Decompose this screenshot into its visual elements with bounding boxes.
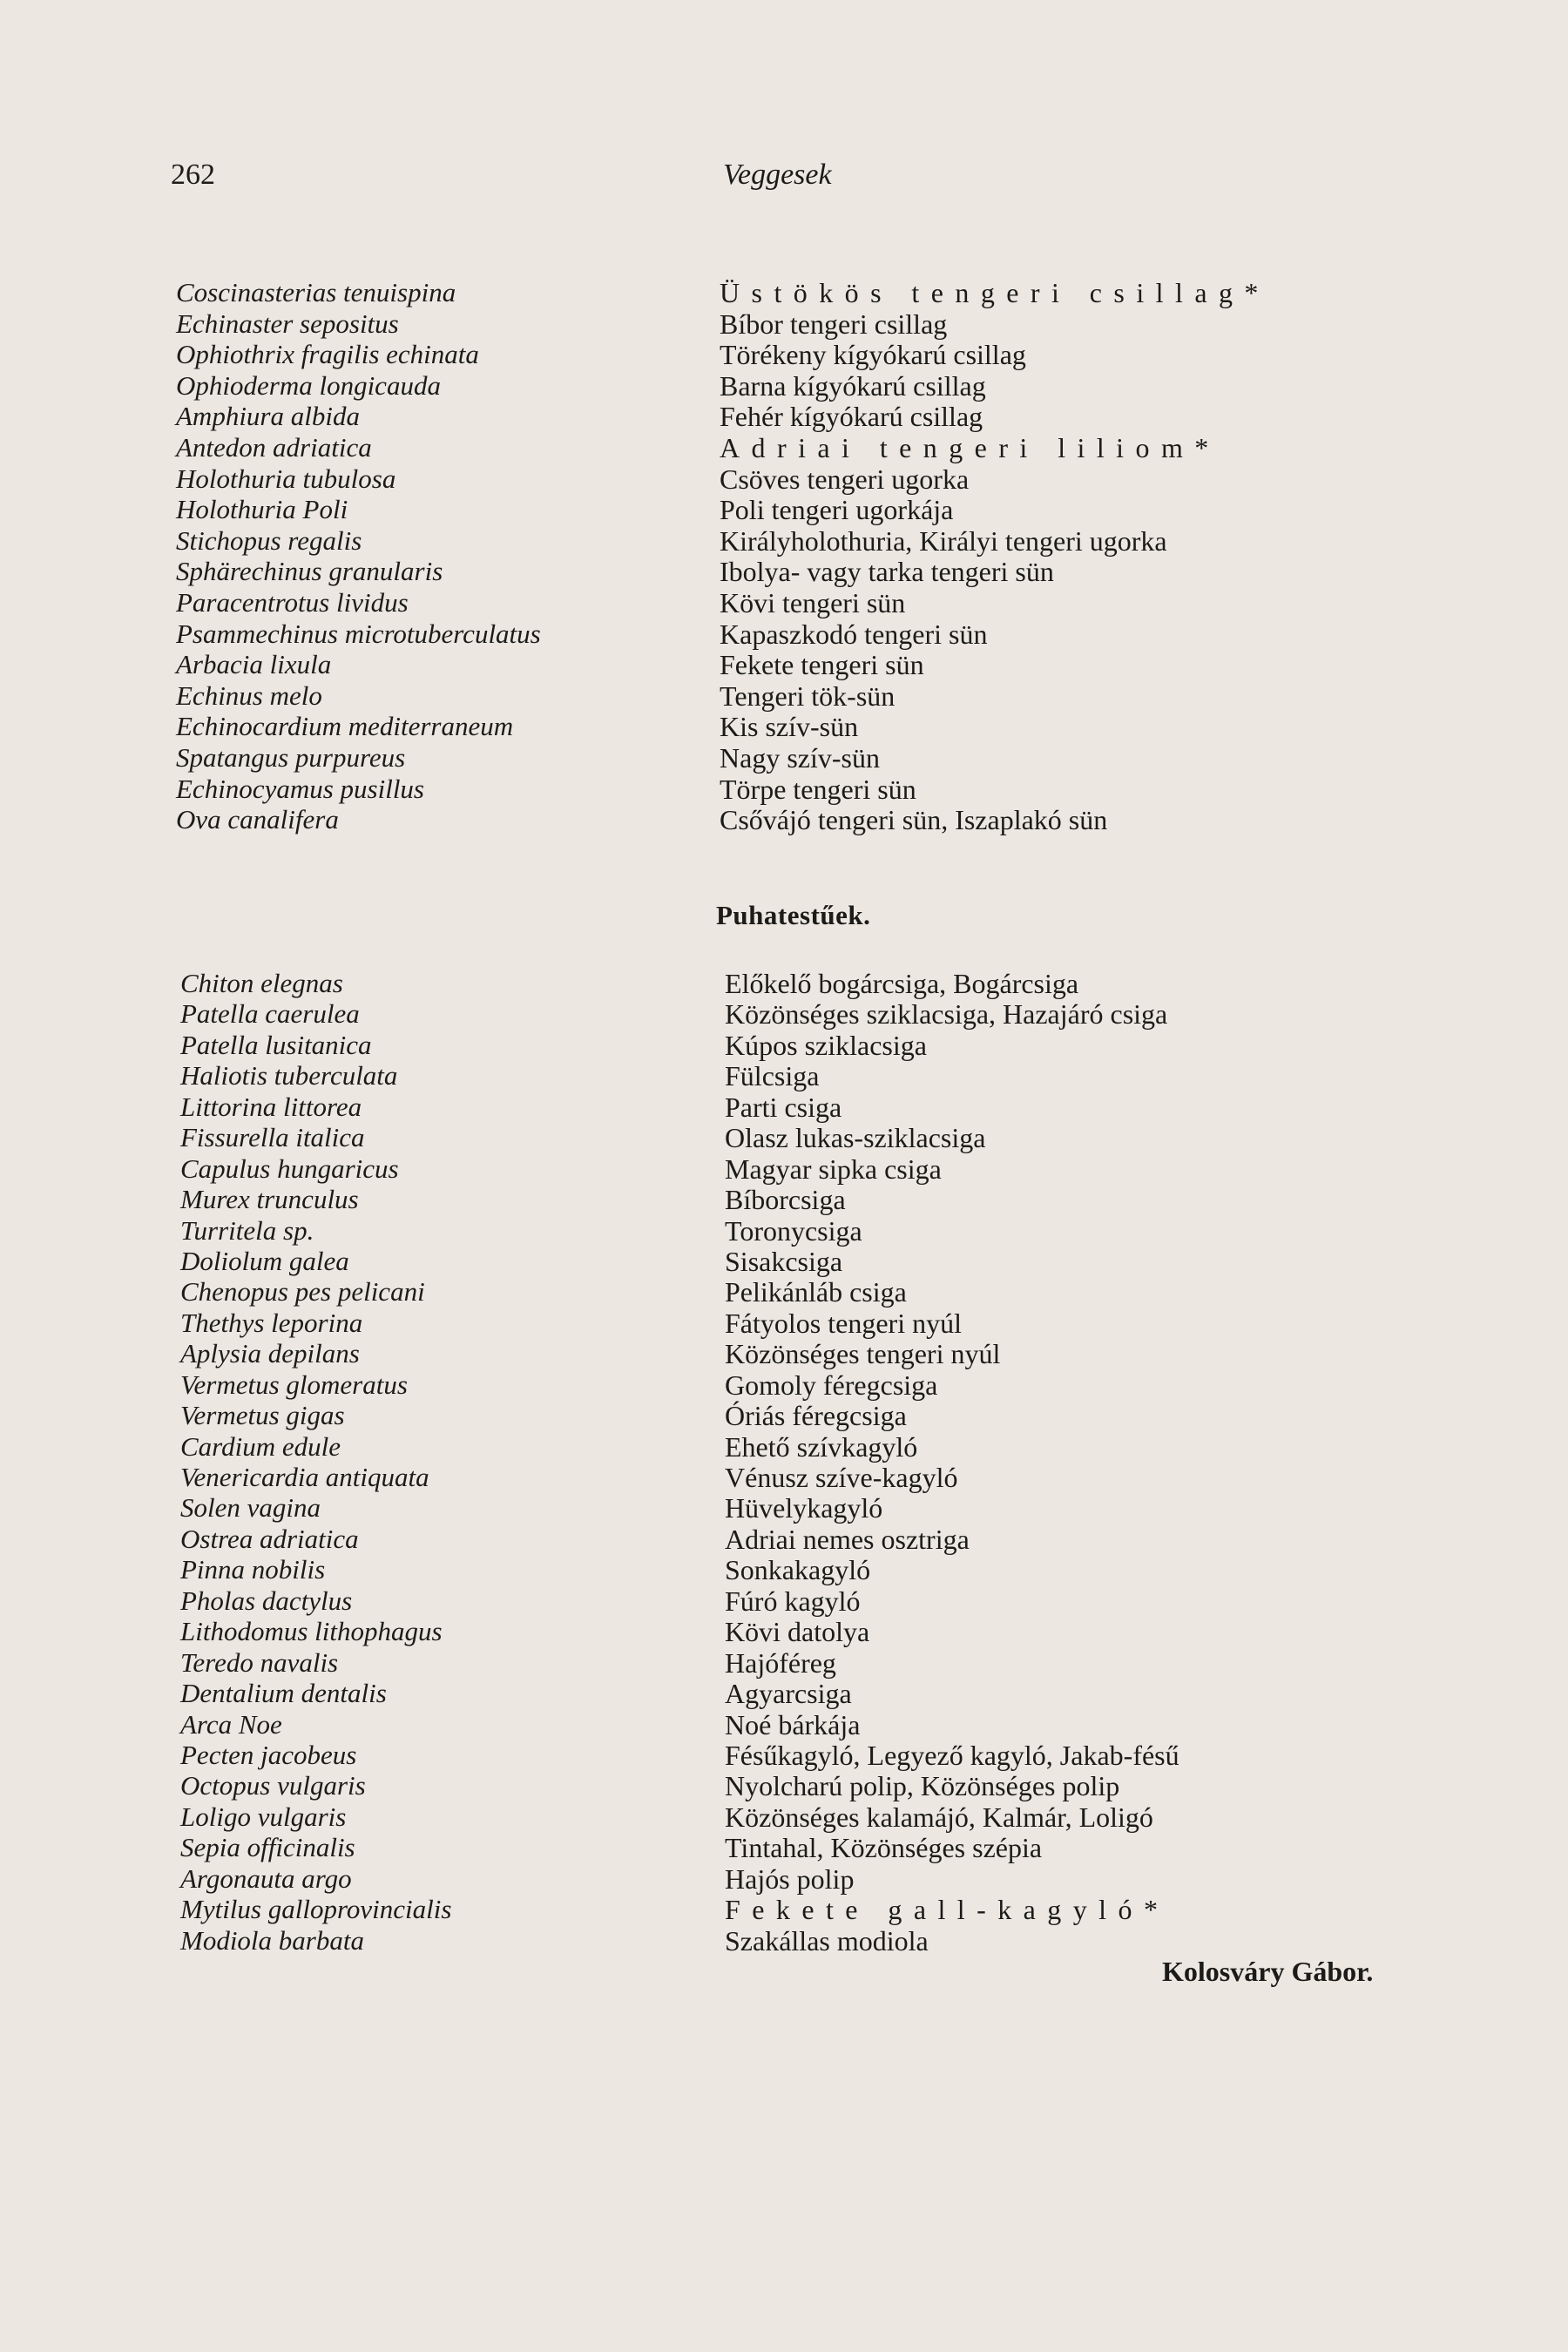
latin-name: Solen vagina <box>180 1492 321 1524</box>
latin-name: Cardium edule <box>180 1430 341 1462</box>
species-row <box>0 339 1568 370</box>
species-row <box>0 680 1568 712</box>
hungarian-name: Csöves tengeri ugorka <box>720 463 970 495</box>
latin-name: Arca Noe <box>180 1708 282 1740</box>
latin-name: Chiton elegnas <box>180 968 343 998</box>
species-row <box>0 1524 1568 1554</box>
latin-name: Echinaster sepositus <box>176 308 399 339</box>
latin-name: Doliolum galea <box>180 1245 349 1276</box>
species-row <box>0 1060 1568 1091</box>
species-row <box>0 1308 1568 1338</box>
hungarian-name: Fátyolos tengeri nyúl <box>725 1307 962 1339</box>
hungarian-name: Nagy szív-sün <box>720 741 880 774</box>
species-row <box>0 968 1568 998</box>
species-row <box>0 463 1568 495</box>
hungarian-name: Toronycsiga <box>725 1214 862 1247</box>
latin-name: Octopus vulgaris <box>180 1770 366 1801</box>
hungarian-name: Ehető szívkagyló <box>725 1430 918 1463</box>
hungarian-name: Királyholothuria, Királyi tengeri ugorka <box>720 524 1167 557</box>
hungarian-name: Bíbor tengeri csillag <box>720 308 948 340</box>
latin-name: Stichopus regalis <box>176 524 362 556</box>
species-row <box>0 1585 1568 1616</box>
hungarian-name: Parti csiga <box>725 1091 842 1123</box>
hungarian-name: Fülcsiga <box>725 1060 820 1092</box>
species-row <box>0 1925 1568 1956</box>
latin-name: Echinocyamus pusillus <box>176 773 424 804</box>
hungarian-name: Törpe tengeri sün <box>720 773 916 805</box>
hungarian-name: Fekete tengeri sün <box>720 649 924 681</box>
hungarian-name: Pelikánláb csiga <box>725 1276 907 1308</box>
latin-name: Antedon adriatica <box>176 431 372 463</box>
latin-name: Ophiothrix fragilis echinata <box>176 339 479 370</box>
latin-name: Argonauta argo <box>180 1862 352 1894</box>
latin-name: Thethys leporina <box>180 1307 363 1338</box>
hungarian-name: Előkelő bogárcsiga, Bogárcsiga <box>725 968 1079 999</box>
latin-name: Arbacia lixula <box>176 649 332 680</box>
author-signature: Kolosváry Gábor. <box>1162 1956 1374 1987</box>
latin-name: Modiola barbata <box>180 1924 364 1956</box>
hungarian-name: Fehér kígyókarú csillag <box>720 401 983 433</box>
latin-name: Psammechinus microtuberculatus <box>176 618 541 649</box>
section-heading <box>0 900 1568 935</box>
hungarian-name: Közönséges tengeri nyúl <box>725 1338 1001 1370</box>
latin-name: Capulus hungaricus <box>180 1152 399 1184</box>
hungarian-name: Sisakcsiga <box>725 1245 843 1277</box>
species-row <box>0 1832 1568 1862</box>
latin-name: Pholas dactylus <box>180 1585 353 1616</box>
latin-name: Holothuria tubulosa <box>176 463 396 494</box>
hungarian-name: Fúró kagyló <box>725 1585 861 1617</box>
species-row <box>0 1801 1568 1832</box>
hungarian-name: Fekete gall-kagyló* <box>725 1894 1170 1926</box>
hungarian-name: Agyarcsiga <box>725 1678 852 1710</box>
latin-name: Coscinasterias tenuispina <box>176 277 456 308</box>
latin-name: Ostrea adriatica <box>180 1523 359 1554</box>
hungarian-name: Csővájó tengeri sün, Iszaplakó sün <box>720 804 1108 836</box>
latin-name: Echinus melo <box>176 679 322 711</box>
species-row <box>0 1338 1568 1369</box>
latin-name: Venericardia antiquata <box>180 1462 429 1492</box>
latin-name: Murex trunculus <box>180 1184 359 1215</box>
species-row <box>0 1863 1568 1894</box>
species-row <box>0 1030 1568 1060</box>
species-row <box>0 774 1568 805</box>
latin-name: Sepia officinalis <box>180 1832 355 1863</box>
species-row <box>0 1709 1568 1740</box>
hungarian-name: Üstökös tengeri csillag* <box>720 277 1270 308</box>
hungarian-name: Poli tengeri ugorkája <box>720 494 954 526</box>
species-row <box>0 711 1568 742</box>
hungarian-name: Bíborcsiga <box>725 1184 846 1216</box>
hungarian-name: Közönséges kalamájó, Kalmár, Loligó <box>725 1801 1153 1833</box>
page-number: 262 <box>171 159 215 191</box>
species-row <box>0 1647 1568 1678</box>
species-row <box>0 649 1568 680</box>
latin-name: Pinna nobilis <box>180 1554 326 1585</box>
latin-name: Vermetus glomeratus <box>180 1369 408 1400</box>
species-row <box>0 1462 1568 1492</box>
latin-name: Littorina littorea <box>180 1091 362 1122</box>
species-row <box>0 1122 1568 1152</box>
species-row <box>0 1215 1568 1246</box>
species-row <box>0 1616 1568 1646</box>
latin-name: Patella lusitanica <box>180 1029 372 1060</box>
species-row <box>0 1740 1568 1770</box>
hungarian-name: Kúpos sziklacsiga <box>725 1029 927 1061</box>
latin-name: Dentalium dentalis <box>180 1678 387 1709</box>
latin-name: Loligo vulgaris <box>180 1801 347 1832</box>
species-row <box>0 1400 1568 1430</box>
species-row <box>0 1678 1568 1708</box>
hungarian-name: Óriás féregcsiga <box>725 1400 907 1432</box>
hungarian-name: Hajós polip <box>725 1862 855 1895</box>
hungarian-name: Vénusz szíve-kagyló <box>725 1462 958 1493</box>
hungarian-name: Olasz lukas-sziklacsiga <box>725 1122 986 1154</box>
hungarian-name: Adriai nemes osztriga <box>725 1523 970 1555</box>
species-row <box>0 1153 1568 1184</box>
species-row <box>0 1431 1568 1462</box>
latin-name: Vermetus gigas <box>180 1400 345 1431</box>
hungarian-name: Hüvelykagyló <box>725 1492 883 1524</box>
latin-name: Mytilus galloprovincialis <box>180 1894 452 1925</box>
species-row <box>0 587 1568 618</box>
latin-name: Paracentrotus lividus <box>176 586 409 618</box>
latin-name: Ova canalifera <box>176 804 339 835</box>
species-row <box>0 432 1568 463</box>
latin-name: Fissurella italica <box>180 1122 365 1153</box>
species-row <box>0 1184 1568 1214</box>
latin-name: Spatangus purpureus <box>176 741 406 773</box>
latin-name: Turritela sp. <box>180 1214 314 1246</box>
hungarian-name: Hajóféreg <box>725 1646 836 1679</box>
hungarian-name: Nyolcharú polip, Közönséges polip <box>725 1770 1120 1802</box>
hungarian-name: Tengeri tök-sün <box>720 679 896 712</box>
hungarian-name: Kövi datolya <box>725 1616 870 1648</box>
hungarian-name: Kövi tengeri sün <box>720 586 906 618</box>
hungarian-name: Adriai tengeri liliom* <box>720 431 1220 463</box>
species-row <box>0 998 1568 1029</box>
latin-name: Echinocardium mediterraneum <box>176 711 514 742</box>
section-heading-text: Puhatestűek. <box>716 900 871 930</box>
species-row <box>0 1492 1568 1523</box>
species-row <box>0 494 1568 525</box>
species-row <box>0 525 1568 557</box>
latin-name: Haliotis tuberculata <box>180 1060 398 1092</box>
species-row <box>0 308 1568 340</box>
species-row <box>0 1246 1568 1276</box>
species-row <box>0 1092 1568 1122</box>
hungarian-name: Barna kígyókarú csillag <box>720 369 986 402</box>
latin-name: Ophioderma longicauda <box>176 369 441 401</box>
species-row <box>0 618 1568 650</box>
running-head: Veggesek <box>723 159 832 191</box>
hungarian-name: Sonkakagyló <box>725 1554 871 1586</box>
species-row <box>0 1554 1568 1585</box>
hungarian-name: Kapaszkodó tengeri sün <box>720 618 988 650</box>
species-row <box>0 742 1568 774</box>
echinoderm-species-list <box>0 277 1568 835</box>
latin-name: Holothuria Poli <box>176 494 348 525</box>
hungarian-name: Gomoly féregcsiga <box>725 1369 938 1401</box>
latin-name: Teredo navalis <box>180 1646 339 1678</box>
hungarian-name: Kis szív-sün <box>720 711 859 743</box>
hungarian-name: Noé bárkája <box>725 1708 861 1740</box>
species-row <box>0 804 1568 835</box>
latin-name: Pecten jacobeus <box>180 1739 357 1770</box>
latin-name: Amphiura albida <box>176 401 360 432</box>
hungarian-name: Fésűkagyló, Legyező kagyló, Jakab-fésű <box>725 1739 1179 1771</box>
species-row <box>0 556 1568 587</box>
latin-name: Lithodomus lithophagus <box>180 1616 443 1647</box>
mollusc-species-list <box>0 968 1568 1956</box>
species-row <box>0 370 1568 402</box>
hungarian-name: Közönséges sziklacsiga, Hazajáró csiga <box>725 998 1168 1031</box>
species-row <box>0 1276 1568 1307</box>
hungarian-name: Szakállas modiola <box>725 1924 929 1957</box>
page-header <box>0 159 1568 193</box>
latin-name: Patella caerulea <box>180 998 360 1030</box>
hungarian-name: Magyar sipka csiga <box>725 1152 942 1185</box>
species-row <box>0 1894 1568 1924</box>
latin-name: Aplysia depilans <box>180 1338 360 1369</box>
hungarian-name: Tintahal, Közönséges szépia <box>725 1832 1043 1864</box>
species-row <box>0 277 1568 308</box>
species-row <box>0 1369 1568 1400</box>
species-row <box>0 1770 1568 1801</box>
latin-name: Sphärechinus granularis <box>176 556 443 587</box>
latin-name: Chenopus pes pelicani <box>180 1276 425 1308</box>
species-row <box>0 401 1568 432</box>
hungarian-name: Ibolya- vagy tarka tengeri sün <box>720 556 1054 588</box>
hungarian-name: Törékeny kígyókarú csillag <box>720 339 1026 371</box>
